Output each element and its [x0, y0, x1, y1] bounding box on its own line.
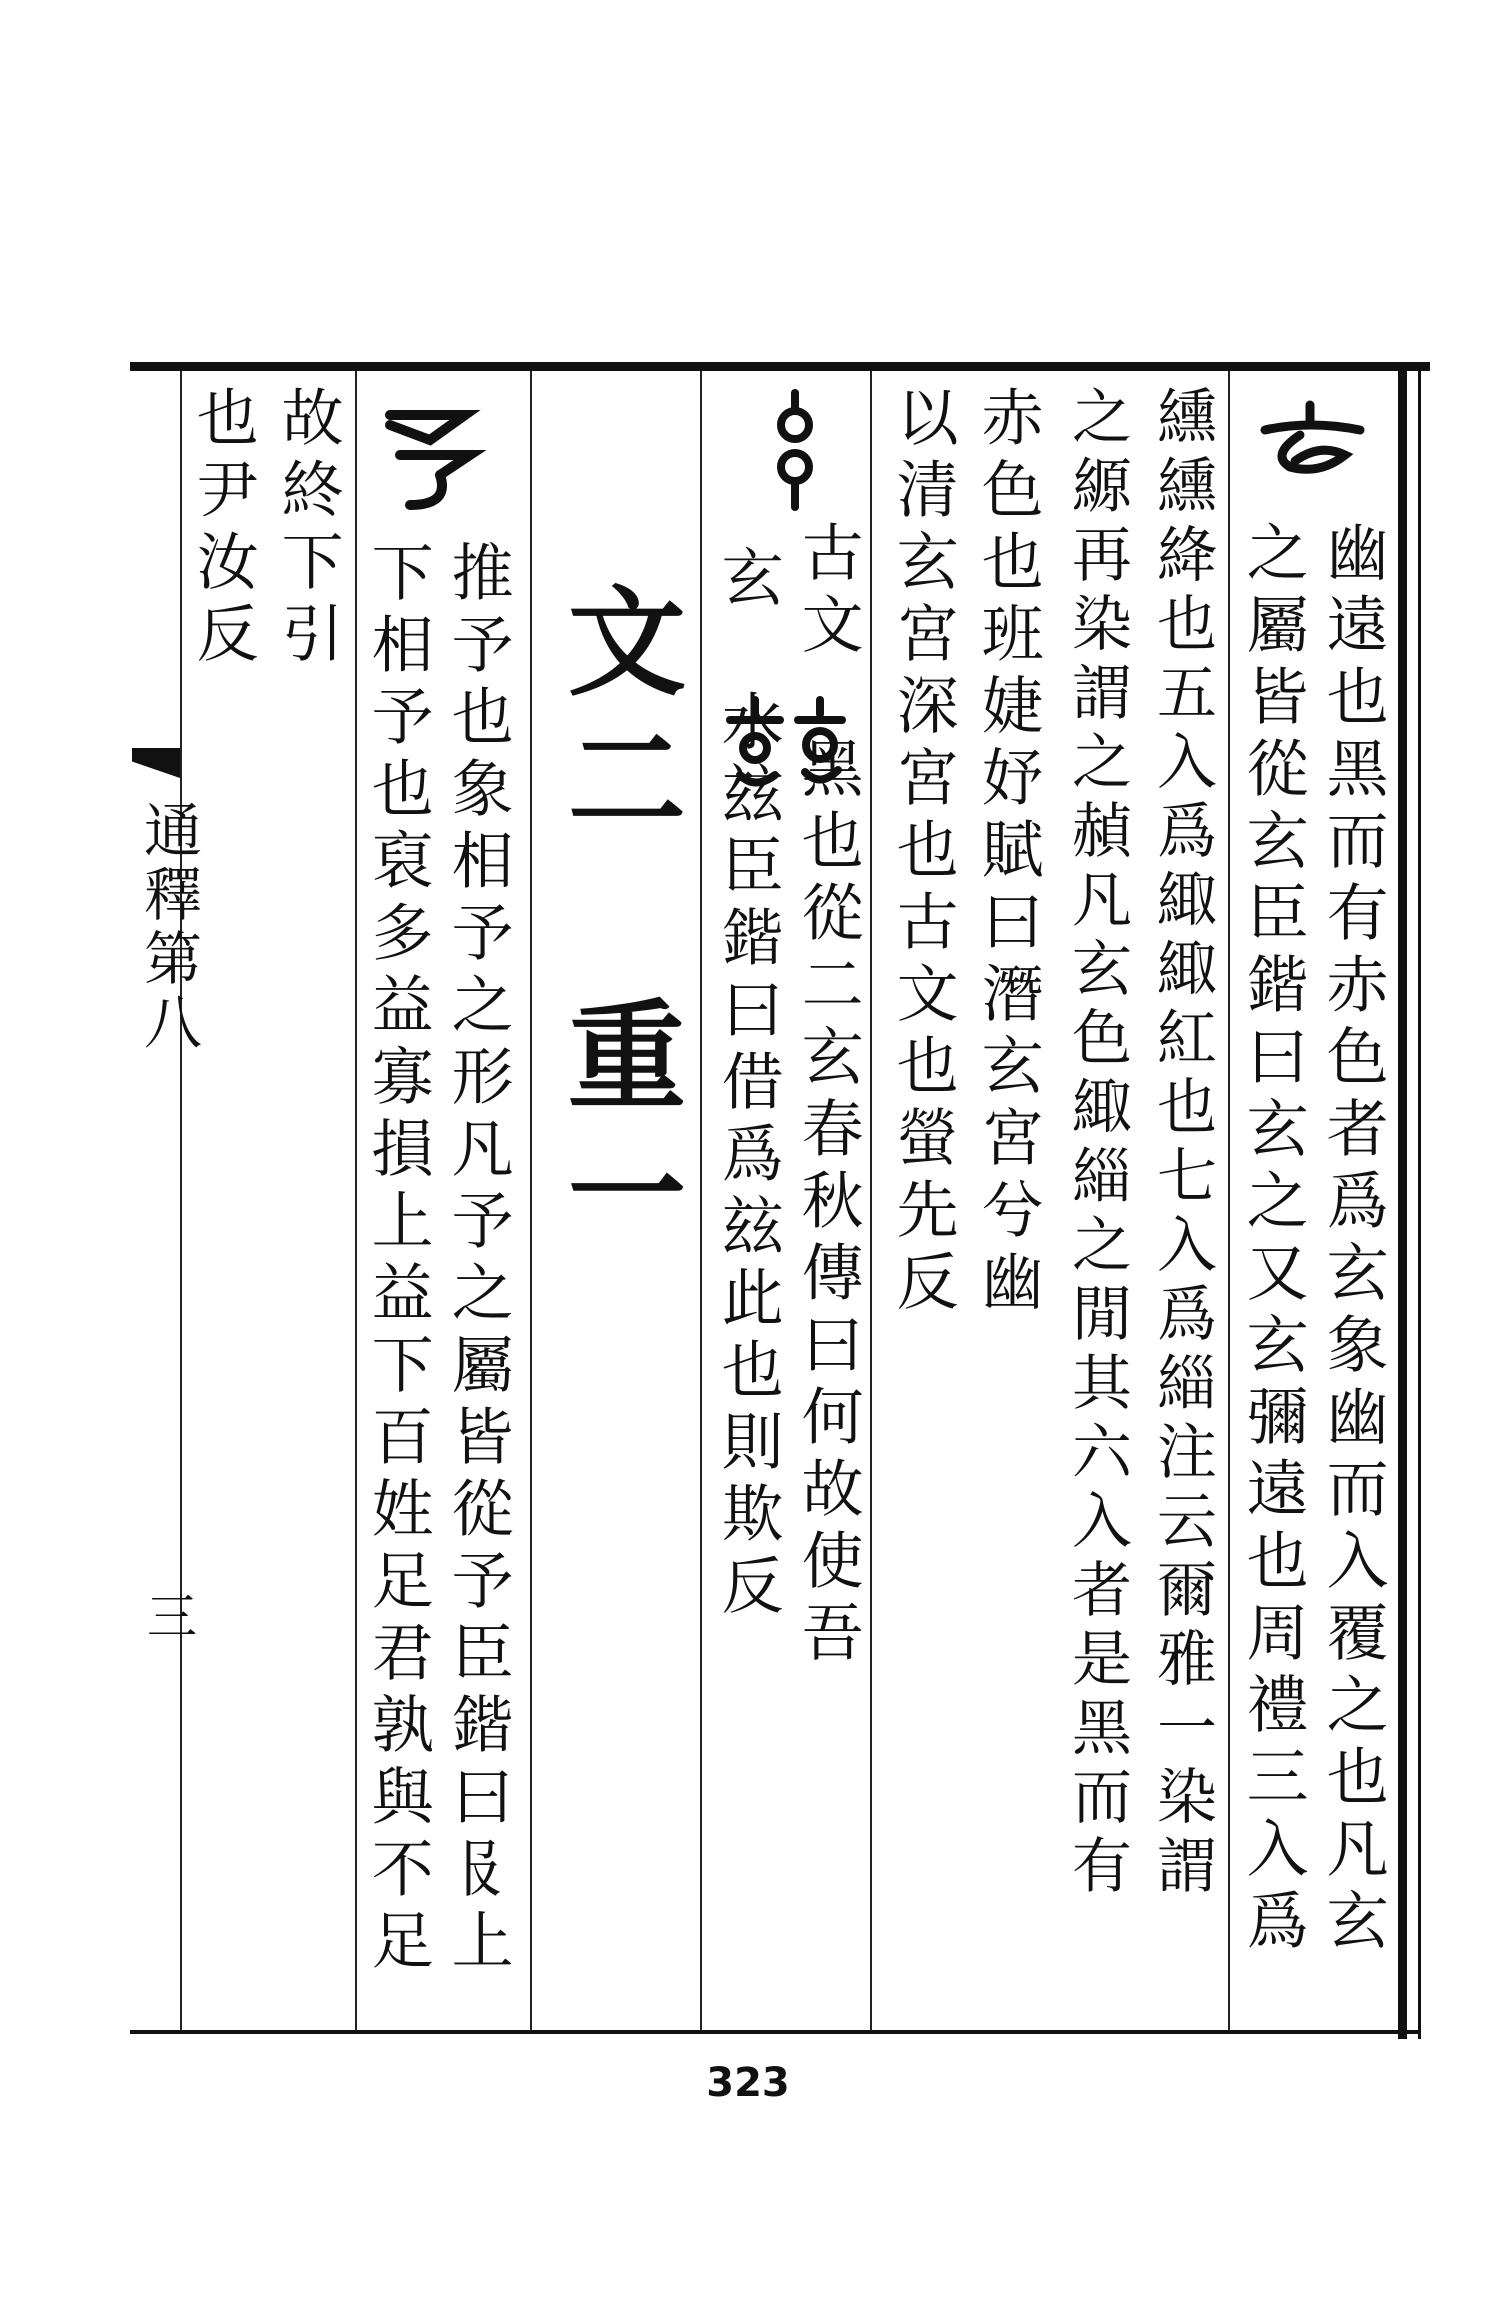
column-rule	[180, 371, 182, 2031]
section-count: 文二 重一	[547, 580, 687, 1270]
text-column: 故終下引	[271, 385, 345, 673]
text-column: 纁纁絳也五入爲緅緅紅也七入爲緇注云爾雅一染謂	[1147, 385, 1217, 1903]
text-column: 幽遠也黑而有赤色者爲玄象幽而入覆之也凡玄	[1316, 520, 1390, 1960]
text-column: 之縓再染謂之赬凡玄色緅緇之閒其六入者是黑而有	[1062, 385, 1132, 1903]
text-column: 以清玄宮深宮也古文也螢先反	[886, 385, 960, 1321]
text-column: 推予也象相予之形凡予之屬皆從予臣鍇曰𠬝上	[441, 540, 515, 1980]
text-column: 之屬皆從玄臣鍇曰玄之又玄彌遠也周禮三入爲	[1236, 520, 1310, 1960]
seal-zi-glyph	[370, 395, 500, 525]
text-column: 赤色也班婕妤賦曰潛玄宮兮幽	[971, 385, 1045, 1321]
text-column: 古文 黑也從二玄春秋傳曰何故使吾	[791, 520, 865, 1672]
column-rule	[870, 371, 872, 2031]
frame-top-border	[130, 362, 1430, 371]
text-column: 也尹汝反	[186, 385, 260, 673]
page-number: 323	[706, 2060, 790, 2106]
column-rule	[355, 371, 357, 2031]
spine-title: 通釋第八	[134, 800, 202, 1056]
text-column: 玄 水玆臣鍇曰借爲玆此也則欺反	[711, 545, 785, 1625]
column-rule	[700, 371, 702, 2031]
fish-tail-mark	[132, 748, 180, 778]
column-rule	[530, 371, 532, 2031]
frame-right-inner-border	[1418, 362, 1421, 2039]
seal-xuan-glyph	[1250, 395, 1380, 485]
spine-leaf-number: 三	[139, 1590, 197, 1640]
text-column: 下相予也裒多益寡損上益下百姓足君孰與不足	[361, 540, 435, 1980]
column-rule	[1228, 371, 1230, 2031]
frame-right-border	[1398, 362, 1407, 2039]
seal-xuan-small-glyph	[760, 385, 830, 515]
frame-bottom-border	[130, 2030, 1420, 2034]
